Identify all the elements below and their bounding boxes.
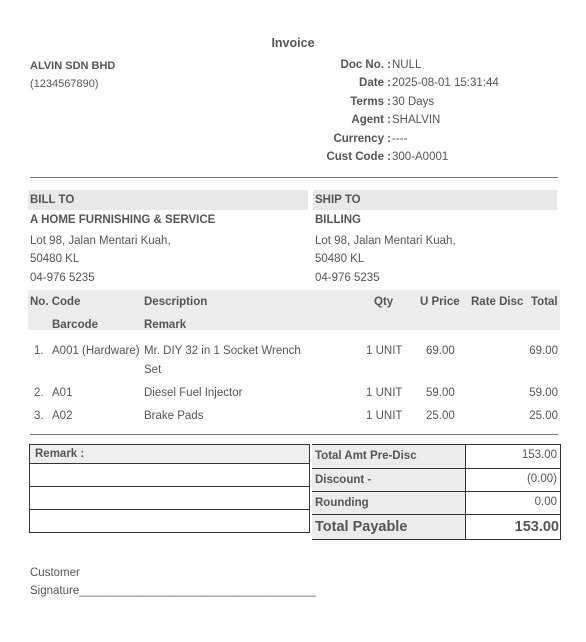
ship-to-header: SHIP TO bbox=[313, 190, 557, 210]
bill-to-header: BILL TO bbox=[28, 190, 308, 210]
meta-cust-code bbox=[280, 151, 580, 167]
divider bbox=[30, 434, 558, 435]
meta-label: Doc No. : bbox=[340, 59, 391, 71]
item-u-price: 59.00 bbox=[426, 387, 455, 399]
meta-value: 30 Days bbox=[392, 96, 435, 108]
total-amt-pre-disc-value: 153.00 bbox=[521, 449, 557, 461]
item-description: Mr. DIY 32 in 1 Socket Wrench bbox=[144, 345, 301, 357]
item-total: 25.00 bbox=[529, 410, 558, 422]
totals-line bbox=[312, 514, 561, 515]
meta-currency bbox=[280, 133, 580, 149]
table-row bbox=[28, 382, 560, 402]
meta-terms bbox=[280, 96, 580, 112]
remark-line bbox=[29, 509, 310, 533]
meta-label: Currency : bbox=[333, 133, 391, 145]
discount-value: (0.00) bbox=[526, 473, 557, 485]
ship-to-name: BILLING bbox=[315, 214, 361, 226]
item-no: 2. bbox=[34, 387, 44, 399]
item-description: Diesel Fuel Injector bbox=[144, 387, 243, 399]
rounding-value: 0.00 bbox=[534, 496, 557, 508]
col-rate-disc: Rate Disc bbox=[471, 296, 524, 308]
col-total: Total bbox=[531, 296, 558, 308]
remark-line bbox=[29, 463, 310, 487]
item-description: Brake Pads bbox=[144, 410, 204, 422]
item-u-price: 25.00 bbox=[426, 410, 455, 422]
meta-label: Terms : bbox=[350, 96, 391, 108]
meta-value: NULL bbox=[392, 59, 422, 71]
bill-to-address-line: 50480 KL bbox=[30, 253, 80, 265]
totals-divider bbox=[465, 444, 466, 540]
meta-label: Date : bbox=[359, 77, 391, 89]
signature-customer-label: Customer bbox=[30, 567, 80, 579]
bill-to-section bbox=[28, 190, 308, 210]
ship-to-address-line: Lot 98, Jalan Mentari Kuah, bbox=[315, 235, 456, 247]
item-no: 3. bbox=[34, 410, 44, 422]
col-no-code: No. Code bbox=[30, 296, 81, 308]
item-code: A01 bbox=[52, 387, 73, 399]
company-name: ALVIN SDN BHD bbox=[30, 60, 116, 72]
col-remark: Remark bbox=[144, 319, 187, 331]
company-registration: (1234567890) bbox=[30, 78, 99, 90]
meta-value: 2025-08-01 15:31:44 bbox=[392, 77, 499, 89]
col-description: Description bbox=[144, 296, 208, 308]
meta-value: ---- bbox=[392, 133, 408, 145]
totals-table bbox=[312, 444, 561, 540]
discount-label: Discount - bbox=[315, 474, 372, 486]
divider bbox=[30, 177, 558, 178]
item-qty: 1 UNIT bbox=[366, 345, 403, 357]
total-payable-value: 153.00 bbox=[514, 519, 559, 535]
bill-to-phone: 04-976 5235 bbox=[30, 272, 95, 284]
meta-label: Cust Code : bbox=[326, 151, 391, 163]
meta-label: Agent : bbox=[351, 114, 391, 126]
rounding-label: Rounding bbox=[315, 497, 369, 509]
ship-to-address-line: 50480 KL bbox=[315, 253, 365, 265]
item-no: 1. bbox=[34, 345, 44, 357]
total-amt-pre-disc-label: Total Amt Pre-Disc bbox=[315, 450, 417, 462]
table-row bbox=[28, 405, 560, 425]
remark-label: Remark : bbox=[35, 448, 85, 460]
totals-line bbox=[312, 491, 561, 492]
meta-value: 300-A0001 bbox=[392, 151, 449, 163]
meta-date bbox=[280, 77, 580, 93]
invoice-title: Invoice bbox=[271, 36, 315, 50]
items-table-header bbox=[28, 290, 560, 330]
item-code: A001 (Hardware) bbox=[52, 345, 140, 357]
remark-line bbox=[29, 486, 310, 510]
meta-doc-no bbox=[280, 59, 580, 75]
item-qty: 1 UNIT bbox=[366, 410, 403, 422]
col-barcode: Barcode bbox=[52, 319, 99, 331]
table-row bbox=[28, 340, 560, 380]
total-payable-label: Total Payable bbox=[315, 519, 408, 535]
item-description-cont: Set bbox=[144, 364, 162, 376]
signature-line: Signature_____________________________________ bbox=[30, 585, 316, 597]
meta-value: SHALVIN bbox=[392, 114, 441, 126]
ship-to-section bbox=[313, 190, 557, 210]
remark-header-box bbox=[29, 444, 310, 464]
item-total: 59.00 bbox=[529, 387, 558, 399]
totals-line bbox=[312, 444, 561, 445]
bill-to-address-line: Lot 98, Jalan Mentari Kuah, bbox=[30, 235, 171, 247]
item-qty: 1 UNIT bbox=[366, 387, 403, 399]
bill-to-name: A HOME FURNISHING & SERVICE bbox=[30, 214, 216, 226]
meta-agent bbox=[280, 114, 580, 130]
col-qty: Qty bbox=[374, 296, 394, 308]
item-total: 69.00 bbox=[529, 345, 558, 357]
totals-line bbox=[312, 468, 561, 469]
ship-to-phone: 04-976 5235 bbox=[315, 272, 380, 284]
item-code: A02 bbox=[52, 410, 73, 422]
item-u-price: 69.00 bbox=[426, 345, 455, 357]
col-u-price: U Price bbox=[420, 296, 460, 308]
